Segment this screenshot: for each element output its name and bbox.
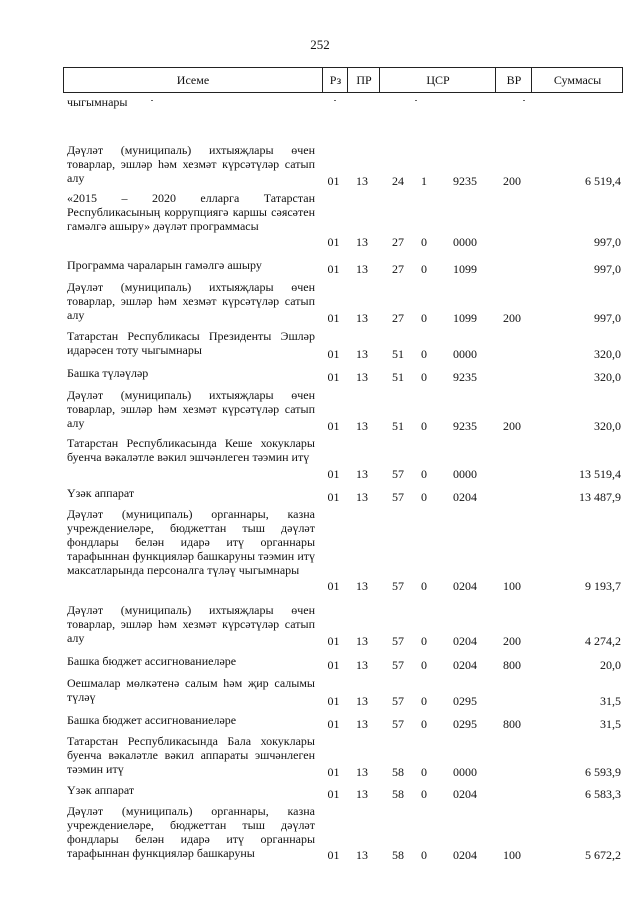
row-csr1: 58 xyxy=(392,787,404,801)
row-pr: 13 xyxy=(356,311,368,325)
row-sum: 13 519,4 xyxy=(579,467,621,481)
row-vr: 200 xyxy=(503,174,521,188)
row-sum: 20,0 xyxy=(600,658,621,672)
tick-mark xyxy=(151,100,153,101)
table-row xyxy=(63,734,623,779)
row-sum: 4 274,2 xyxy=(585,634,621,648)
row-rz: 01 xyxy=(327,235,340,249)
header-csr: ЦСР xyxy=(379,68,496,92)
row-csr2: 0 xyxy=(421,370,427,384)
row-rz: 01 xyxy=(327,174,340,188)
row-csr1: 27 xyxy=(392,311,404,325)
row-sum: 320,0 xyxy=(594,347,621,361)
row-csr1: 57 xyxy=(392,579,404,593)
row-csr3: 0204 xyxy=(453,634,477,648)
row-name: Үзәк аппарат xyxy=(67,486,135,500)
row-csr1: 27 xyxy=(392,262,404,276)
table-row xyxy=(63,804,623,862)
row-name: Дәүләт (муниципаль) органнары, казна учреждениеләре, бюджеттан тыш дәүләт фондлары белән идарә итү органнары тарафыннан функцияләр башкаруны xyxy=(67,804,315,860)
row-csr1: 57 xyxy=(392,634,404,648)
row-csr2: 0 xyxy=(421,579,427,593)
row-pr: 13 xyxy=(356,717,368,731)
row-vr: 200 xyxy=(503,634,521,648)
row-name: Башка бюджет ассигнованиеләре xyxy=(67,654,237,668)
tick-mark xyxy=(523,100,525,101)
row-csr2: 0 xyxy=(421,311,427,325)
row-csr3: 0295 xyxy=(453,717,477,731)
row-csr1: 24 xyxy=(392,174,404,188)
row-csr1: 57 xyxy=(392,490,404,504)
row-csr1: 57 xyxy=(392,658,404,672)
row-name: Дәүләт (муниципаль) ихтыяҗлары өчен товарлар, эшләр һәм хезмәт күрсәтүләр сатып алу xyxy=(67,143,315,185)
row-sum: 31,5 xyxy=(600,694,621,708)
tick-mark xyxy=(415,100,417,101)
row-rz: 01 xyxy=(327,579,340,593)
row-csr1: 51 xyxy=(392,370,404,384)
row-pr: 13 xyxy=(356,787,368,801)
row-pr: 13 xyxy=(356,419,368,433)
row-vr: 200 xyxy=(503,419,521,433)
row-pr: 13 xyxy=(356,848,368,862)
header-name: Исеме xyxy=(176,73,210,87)
row-name: Дәүләт (муниципаль) органнары, казна учреждениеләре, бюджеттан тыш дәүләт фондлары белән идарә итү органнары тарафыннан функцияләр башкаруны тәэмин итү максатларында персоналга түләү чыгымнары xyxy=(67,507,315,577)
table-row xyxy=(63,329,623,361)
table-row xyxy=(63,507,623,593)
row-vr: 100 xyxy=(503,848,521,862)
row-csr2: 0 xyxy=(421,694,427,708)
row-vr: 100 xyxy=(503,579,521,593)
row-pr: 13 xyxy=(356,370,368,384)
row-sum: 997,0 xyxy=(594,262,621,276)
row-csr1: 58 xyxy=(392,765,404,779)
row-csr2: 0 xyxy=(421,765,427,779)
row-csr2: 0 xyxy=(421,787,427,801)
row-pr: 13 xyxy=(356,235,368,249)
row-vr: 800 xyxy=(503,717,521,731)
table-row xyxy=(63,366,623,384)
row-rz: 01 xyxy=(327,658,340,672)
row-sum: 9 193,7 xyxy=(585,579,621,593)
row-csr2: 0 xyxy=(421,235,427,249)
row-csr3: 0000 xyxy=(453,235,477,249)
row-rz: 01 xyxy=(327,311,340,325)
row-sum: 6 593,9 xyxy=(585,765,621,779)
row-csr2: 0 xyxy=(421,490,427,504)
row-name: Дәүләт (муниципаль) ихтыяҗлары өчен товарлар, эшләр һәм хезмәт күрсәтүләр сатып алу xyxy=(67,280,315,322)
row-sum: 320,0 xyxy=(594,370,621,384)
header-pr: ПР xyxy=(347,68,380,92)
row-name: Башка түләүләр xyxy=(67,366,149,380)
table-row xyxy=(63,436,623,481)
row-rz: 01 xyxy=(327,467,340,481)
row-name: «2015 – 2020 елларга Татарстан Республикасының коррупциягә каршы сәясәтен гамәлгә ашыру» дәүләт программасы xyxy=(67,191,315,233)
row-csr1: 51 xyxy=(392,347,404,361)
row-rz: 01 xyxy=(327,490,340,504)
row-csr2: 0 xyxy=(421,717,427,731)
row-rz: 01 xyxy=(327,717,340,731)
row-sum: 997,0 xyxy=(594,311,621,325)
row-csr1: 58 xyxy=(392,848,404,862)
row-csr2: 0 xyxy=(421,262,427,276)
header-rz: Рз xyxy=(322,68,348,92)
row-csr3: 0204 xyxy=(453,658,477,672)
row-csr3: 9235 xyxy=(453,370,477,384)
row-csr3: 0000 xyxy=(453,765,477,779)
continuation-fragment: чыгымнары xyxy=(67,95,128,109)
row-name: Үзәк аппарат xyxy=(67,783,135,797)
row-pr: 13 xyxy=(356,174,368,188)
header-sum: Суммасы xyxy=(531,68,623,92)
row-csr3: 0204 xyxy=(453,787,477,801)
table-row xyxy=(63,654,623,672)
table-row xyxy=(63,713,623,731)
table-row xyxy=(63,143,623,188)
row-rz: 01 xyxy=(327,634,340,648)
row-rz: 01 xyxy=(327,419,340,433)
row-pr: 13 xyxy=(356,347,368,361)
row-rz: 01 xyxy=(327,848,340,862)
table-row xyxy=(63,783,623,801)
row-sum: 6 583,3 xyxy=(585,787,621,801)
row-pr: 13 xyxy=(356,579,368,593)
row-sum: 997,0 xyxy=(594,235,621,249)
row-csr2: 0 xyxy=(421,419,427,433)
row-pr: 13 xyxy=(356,765,368,779)
row-name: Программа чараларын гамәлгә ашыру xyxy=(67,258,262,272)
row-vr: 800 xyxy=(503,658,521,672)
row-csr2: 0 xyxy=(421,634,427,648)
row-name: Башка бюджет ассигнованиеләре xyxy=(67,713,237,727)
tick-mark xyxy=(334,100,336,101)
row-pr: 13 xyxy=(356,467,368,481)
row-csr3: 1099 xyxy=(453,262,477,276)
row-csr2: 0 xyxy=(421,467,427,481)
row-csr3: 0000 xyxy=(453,467,477,481)
row-csr1: 57 xyxy=(392,467,404,481)
table-header xyxy=(63,67,623,93)
row-name: Татарстан Республикасында Бала хокуклары буенча вәкаләтле вәкил аппараты эшчәнлеген тәэмин итү xyxy=(67,734,315,776)
row-rz: 01 xyxy=(327,694,340,708)
budget-table xyxy=(63,67,623,862)
row-pr: 13 xyxy=(356,694,368,708)
row-csr3: 0204 xyxy=(453,490,477,504)
row-rz: 01 xyxy=(327,370,340,384)
row-csr3: 0295 xyxy=(453,694,477,708)
row-pr: 13 xyxy=(356,490,368,504)
row-csr3: 9235 xyxy=(453,174,477,188)
page-number: 252 xyxy=(310,37,330,52)
row-name: Дәүләт (муниципаль) ихтыяҗлары өчен товарлар, эшләр һәм хезмәт күрсәтүләр сатып алу xyxy=(67,388,315,430)
table-row xyxy=(63,280,623,325)
row-csr3: 1099 xyxy=(453,311,477,325)
row-rz: 01 xyxy=(327,787,340,801)
row-csr1: 57 xyxy=(392,694,404,708)
row-sum: 13 487,9 xyxy=(579,490,621,504)
row-rz: 01 xyxy=(327,347,340,361)
row-sum: 5 672,2 xyxy=(585,848,621,862)
row-csr1: 57 xyxy=(392,717,404,731)
row-sum: 6 519,4 xyxy=(585,174,621,188)
row-rz: 01 xyxy=(327,262,340,276)
table-row xyxy=(63,676,623,708)
row-pr: 13 xyxy=(356,262,368,276)
row-pr: 13 xyxy=(356,658,368,672)
row-csr2: 0 xyxy=(421,658,427,672)
row-name: Дәүләт (муниципаль) ихтыяҗлары өчен товарлар, эшләр һәм хезмәт күрсәтүләр сатып алу xyxy=(67,603,315,645)
row-csr1: 27 xyxy=(392,235,404,249)
row-pr: 13 xyxy=(356,634,368,648)
table-row xyxy=(63,191,623,249)
row-csr2: 1 xyxy=(421,174,427,188)
row-csr1: 51 xyxy=(392,419,404,433)
row-sum: 31,5 xyxy=(600,717,621,731)
table-row xyxy=(63,388,623,433)
row-name: Оешмалар мөлкәтенә салым һәм җир салымы түләү xyxy=(67,676,315,704)
row-csr3: 0204 xyxy=(453,579,477,593)
table-row xyxy=(63,603,623,648)
row-csr3: 9235 xyxy=(453,419,477,433)
row-csr2: 0 xyxy=(421,347,427,361)
row-name: Татарстан Республикасында Кеше хокуклары буенча вәкаләтле вәкил эшчәнлеген тәэмин итү xyxy=(67,436,315,464)
table-row xyxy=(63,486,623,504)
header-vr: ВР xyxy=(495,68,532,92)
row-csr2: 0 xyxy=(421,848,427,862)
row-name: Татарстан Республикасы Президенты Эшләр идарәсен тоту чыгымнары xyxy=(67,329,315,357)
row-vr: 200 xyxy=(503,311,521,325)
row-csr3: 0000 xyxy=(453,347,477,361)
row-rz: 01 xyxy=(327,765,340,779)
row-sum: 320,0 xyxy=(594,419,621,433)
row-csr3: 0204 xyxy=(453,848,477,862)
table-row xyxy=(63,258,623,276)
